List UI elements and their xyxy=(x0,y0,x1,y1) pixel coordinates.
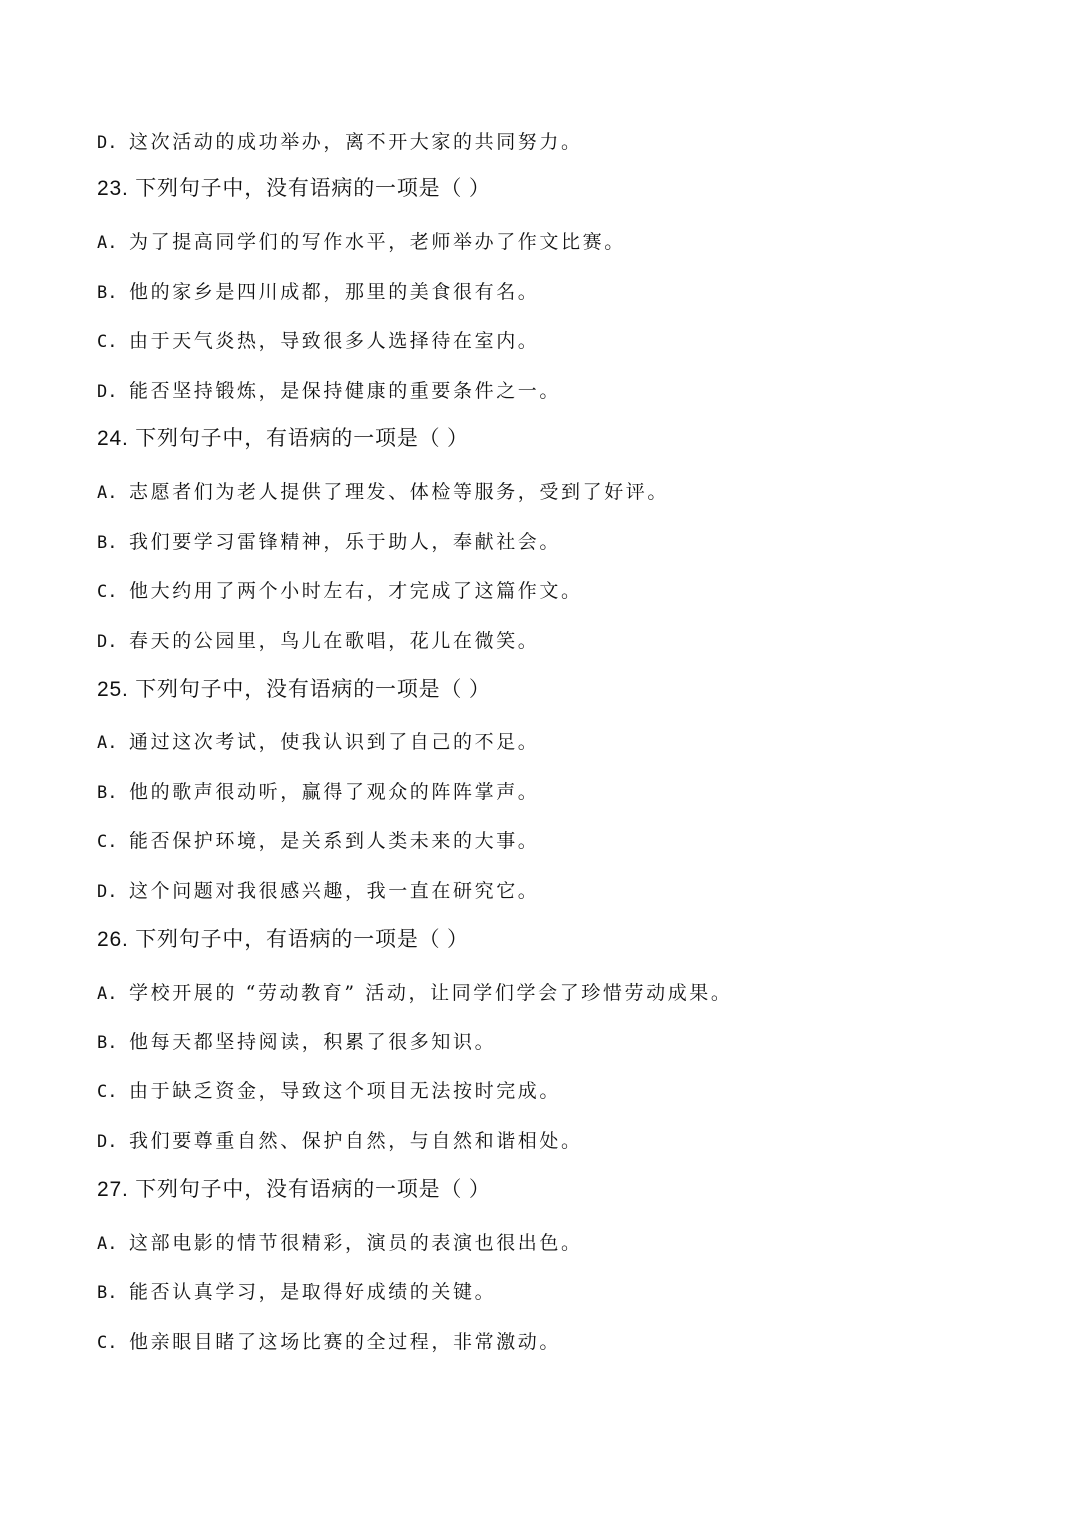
option-text: 能否保护环境，是关系到人类未来的大事。 xyxy=(129,830,540,852)
option-text: 他大约用了两个小时左右，才完成了这篇作文。 xyxy=(129,580,583,602)
option-label: D. xyxy=(97,882,118,902)
option-text: 学校开展的 “劳动教育” 活动，让同学们学会了珍惜劳动成果。 xyxy=(129,982,733,1004)
option-text: 通过这次考试，使我认识到了自己的不足。 xyxy=(129,731,540,753)
option-text: 志愿者们为老人提供了理发、体检等服务，受到了好评。 xyxy=(129,481,670,503)
option-text: 他每天都坚持阅读，积累了很多知识。 xyxy=(129,1031,497,1053)
option-26-a xyxy=(97,984,733,1003)
option-24-c xyxy=(97,582,583,601)
option-27-a xyxy=(97,1234,583,1253)
option-text: 他的歌声很动听，赢得了观众的阵阵掌声。 xyxy=(129,781,540,803)
option-label: D. xyxy=(97,632,118,652)
option-24-b xyxy=(97,533,561,552)
option-label: D. xyxy=(97,382,118,402)
option-text: 他的家乡是四川成都，那里的美食很有名。 xyxy=(129,281,540,303)
option-23-c xyxy=(97,332,539,351)
question-26: 26. 下列句子中，有语病的一项是（ ） xyxy=(97,928,469,951)
option-label: D. xyxy=(97,133,118,153)
option-label: B. xyxy=(97,533,118,553)
option-label: C. xyxy=(97,832,118,852)
option-26-c xyxy=(97,1082,561,1101)
option-26-d xyxy=(97,1132,583,1151)
option-text: 这次活动的成功举办，离不开大家的共同努力。 xyxy=(129,131,583,153)
option-text: 由于缺乏资金，导致这个项目无法按时完成。 xyxy=(129,1080,562,1102)
question-25: 25. 下列句子中，没有语病的一项是（ ） xyxy=(97,678,491,701)
option-27-c xyxy=(97,1333,561,1352)
question-27: 27. 下列句子中，没有语病的一项是（ ） xyxy=(97,1178,491,1201)
option-text: 我们要学习雷锋精神，乐于助人，奉献社会。 xyxy=(129,531,562,553)
option-label: C. xyxy=(97,1333,118,1353)
option-label: A. xyxy=(97,1234,118,1254)
option-27-b xyxy=(97,1283,496,1302)
option-text: 我们要尊重自然、保护自然，与自然和谐相处。 xyxy=(129,1130,583,1152)
option-label: B. xyxy=(97,1033,118,1053)
option-text: 能否坚持锻炼，是保持健康的重要条件之一。 xyxy=(129,380,562,402)
option-label: B. xyxy=(97,783,118,803)
option-label: B. xyxy=(97,1283,118,1303)
option-label: C. xyxy=(97,332,118,352)
question-24: 24. 下列句子中，有语病的一项是（ ） xyxy=(97,427,469,450)
question-23: 23. 下列句子中，没有语病的一项是（ ） xyxy=(97,177,491,200)
option-23-d xyxy=(97,382,561,401)
option-25-c xyxy=(97,832,539,851)
option-text: 春天的公园里，鸟儿在歌唱，花儿在微笑。 xyxy=(129,630,540,652)
option-26-b xyxy=(97,1033,496,1052)
option-25-a xyxy=(97,733,539,752)
option-23-b xyxy=(97,283,539,302)
option-text: 为了提高同学们的写作水平，老师举办了作文比赛。 xyxy=(129,231,626,253)
option-label: B. xyxy=(97,283,118,303)
option-label: A. xyxy=(97,483,118,503)
option-23-a xyxy=(97,233,626,252)
option-text: 能否认真学习，是取得好成绩的关键。 xyxy=(129,1281,497,1303)
option-text: 由于天气炎热，导致很多人选择待在室内。 xyxy=(129,330,540,352)
option-text: 这部电影的情节很精彩，演员的表演也很出色。 xyxy=(129,1232,583,1254)
option-label: A. xyxy=(97,733,118,753)
option-label: A. xyxy=(97,984,118,1004)
option-label: C. xyxy=(97,582,118,602)
option-24-a xyxy=(97,483,669,502)
option-25-d xyxy=(97,882,539,901)
option-label: C. xyxy=(97,1082,118,1102)
option-25-b xyxy=(97,783,539,802)
option-text: 这个问题对我很感兴趣，我一直在研究它。 xyxy=(129,880,540,902)
option-text: 他亲眼目睹了这场比赛的全过程，非常激动。 xyxy=(129,1331,562,1353)
option-label: A. xyxy=(97,233,118,253)
option-22-d xyxy=(97,133,583,152)
option-24-d xyxy=(97,632,539,651)
option-label: D. xyxy=(97,1132,118,1152)
